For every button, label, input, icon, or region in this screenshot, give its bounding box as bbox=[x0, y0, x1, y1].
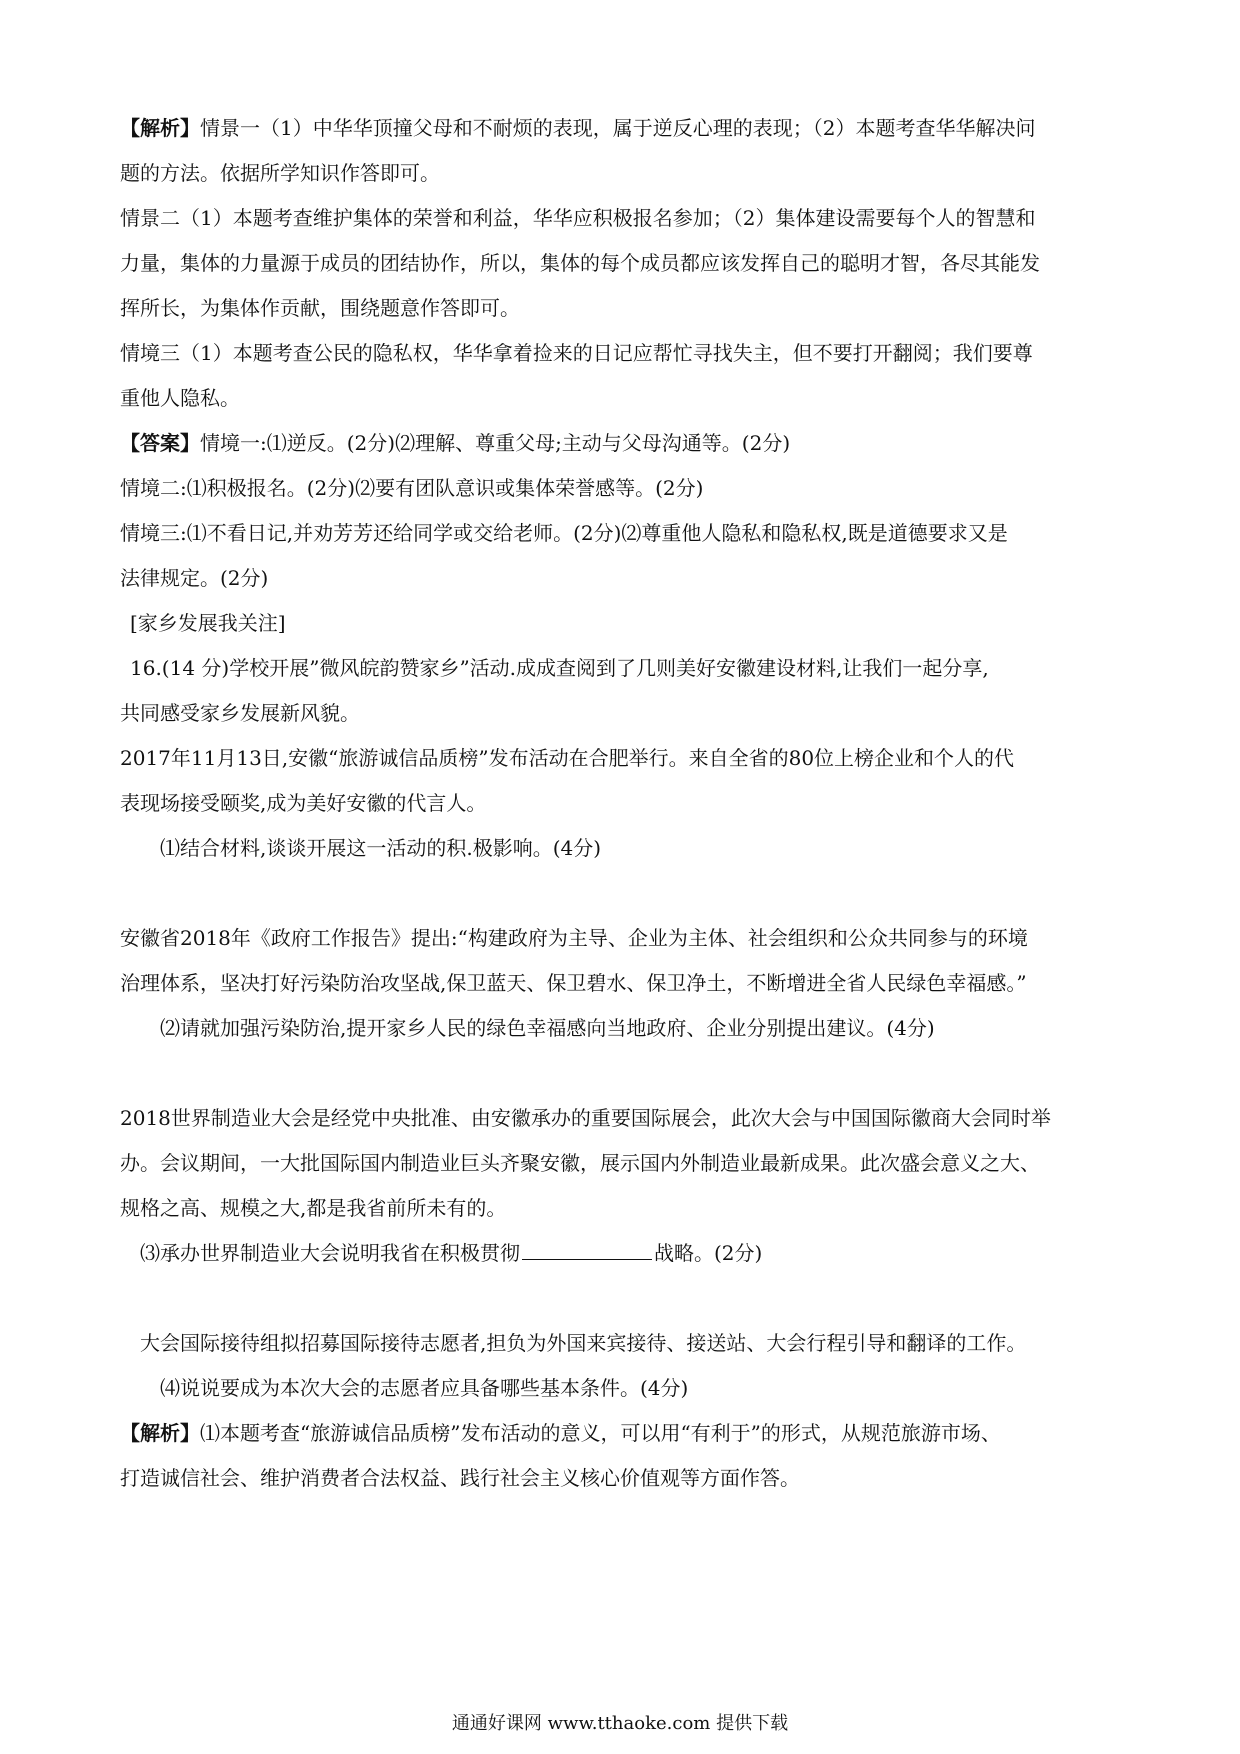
sub-question-4: ⑷说说要成为本次大会的志愿者应具备哪些基本条件。(4分) bbox=[160, 1376, 689, 1400]
analysis-4-line-1: 【解析】⑴本题考查“旅游诚信品质榜”发布活动的意义，可以用“有利于”的形式，从规范旅游市场、 bbox=[120, 1421, 1001, 1445]
analysis-2-line-1: 情景二（1）本题考查维护集体的荣誉和利益，华华应积极报名参加；（2）集体建设需要每个人的智慧和 bbox=[120, 206, 1036, 230]
material-1-line-1: 2017年11月13日,安徽“旅游诚信品质榜”发布活动在合肥举行。来自全省的80位上榜企业和个人的代 bbox=[120, 746, 1015, 770]
answer-label: 【答案】 bbox=[120, 431, 200, 455]
sub-question-1: ⑴结合材料,谈谈开展这一活动的积.极影响。(4分) bbox=[160, 836, 602, 860]
answer-blank bbox=[522, 1241, 652, 1260]
material-1-line-2: 表现场接受颐奖,成为美好安徽的代言人。 bbox=[120, 791, 487, 815]
analysis-2-line-3: 挥所长，为集体作贡献，围绕题意作答即可。 bbox=[120, 296, 520, 320]
analysis-label: 【解析】 bbox=[120, 1421, 200, 1445]
analysis-4-line-2: 打造诚信社会、维护消费者合法权益、践行社会主义核心价值观等方面作答。 bbox=[120, 1466, 800, 1490]
analysis-3-line-2: 重他人隐私。 bbox=[120, 386, 240, 410]
analysis-1-line-1: 【解析】情景一（1）中华华顶撞父母和不耐烦的表现，属于逆反心理的表现；（2）本题考查华华解决问 bbox=[120, 116, 1036, 140]
page-footer: 通通好课网 www.tthaoke.com 提供下载 bbox=[451, 1713, 789, 1734]
material-4: 大会国际接待组拟招募国际接待志愿者,担负为外国来宾接待、接送站、大会行程引导和翻译的工作。 bbox=[140, 1331, 1027, 1355]
analysis-2-line-2: 力量，集体的力量源于成员的团结协作，所以，集体的每个成员都应该发挥自己的聪明才智，各尽其能发 bbox=[120, 251, 1040, 275]
answer-line-1: 【答案】情境一:⑴逆反。(2分)⑵理解、尊重父母;主动与父母沟通等。(2分) bbox=[120, 431, 791, 455]
question-16-line-2: 共同感受家乡发展新风貌。 bbox=[120, 701, 360, 725]
material-3-line-3: 规格之高、规模之大,都是我省前所未有的。 bbox=[120, 1196, 507, 1220]
material-3-line-2: 办。会议期间，一大批国际国内制造业巨头齐聚安徽，展示国内外制造业最新成果。此次盛会意义之大、 bbox=[120, 1151, 1040, 1175]
sub-question-3: ⑶承办世界制造业大会说明我省在积极贯彻 战略。(2分) bbox=[140, 1241, 763, 1265]
section-title: [家乡发展我关注] bbox=[130, 611, 286, 635]
answer-line-2: 情境二:⑴积极报名。(2分)⑵要有团队意识或集体荣誉感等。(2分) bbox=[120, 476, 704, 500]
answer-line-3: 情境三:⑴不看日记,并劝芳芳还给同学或交给老师。(2分)⑵尊重他人隐私和隐私权,既是道德要求又是 bbox=[120, 521, 1008, 545]
material-3-line-1: 2018世界制造业大会是经党中央批准、由安徽承办的重要国际展会，此次大会与中国国际徽商大会同时举 bbox=[120, 1106, 1051, 1130]
material-2-line-1: 安徽省2018年《政府工作报告》提出:“构建政府为主导、企业为主体、社会组织和公众共同参与的环境 bbox=[120, 926, 1028, 950]
answer-line-4: 法律规定。(2分) bbox=[120, 566, 269, 590]
analysis-3-line-1: 情境三（1）本题考查公民的隐私权，华华拿着捡来的日记应帮忙寻找失主，但不要打开翻阅；我们要尊 bbox=[120, 341, 1033, 365]
analysis-label: 【解析】 bbox=[120, 116, 200, 140]
question-16-line-1: 16.(14 分)学校开展”微风皖韵赞家乡”活动.成成查阅到了几则美好安徽建设材料,让我们一起分享, bbox=[130, 656, 989, 680]
sub-question-2: ⑵请就加强污染防治,提开家乡人民的绿色幸福感向当地政府、企业分别提出建议。(4分) bbox=[160, 1016, 935, 1040]
material-2-line-2: 治理体系，坚决打好污染防治攻坚战,保卫蓝天、保卫碧水、保卫净土，不断增进全省人民绿色幸福感。” bbox=[120, 971, 1027, 995]
analysis-1-line-2: 题的方法。依据所学知识作答即可。 bbox=[120, 161, 440, 185]
